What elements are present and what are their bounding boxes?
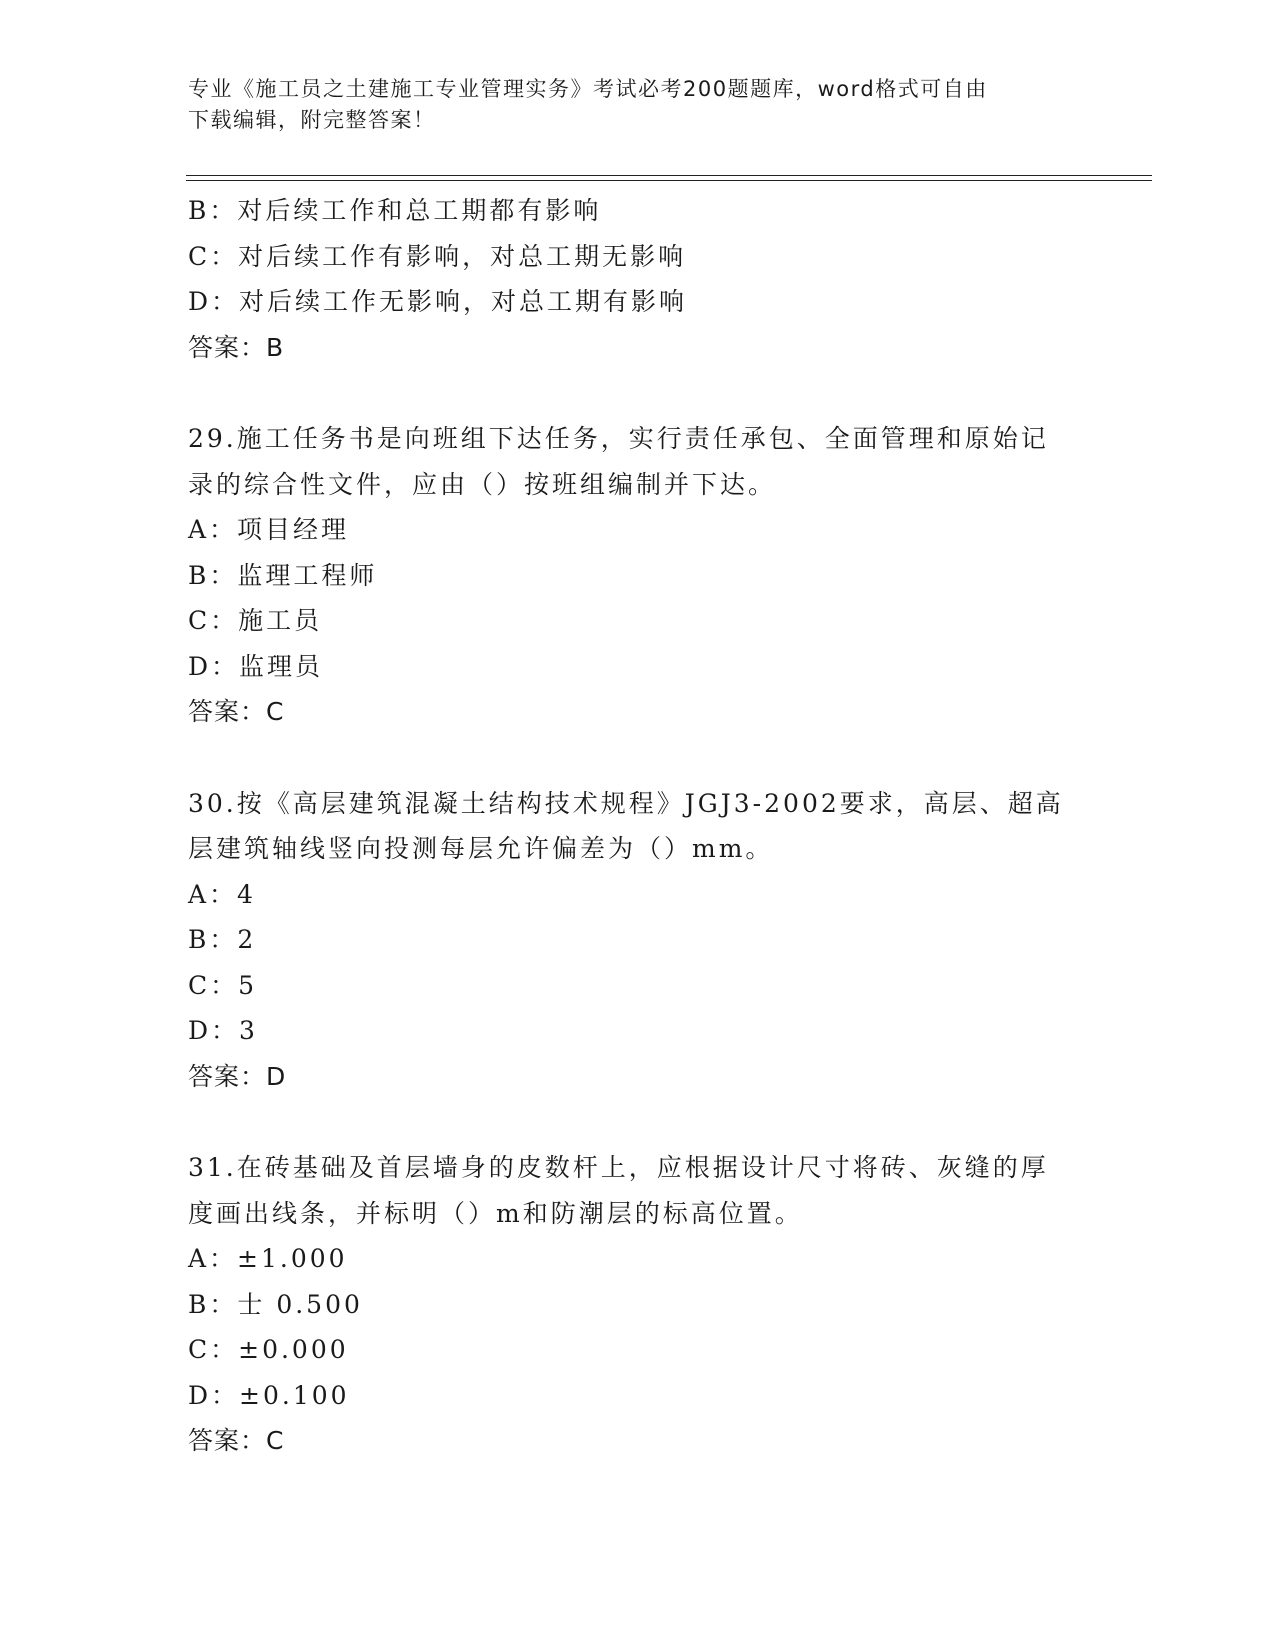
option-c: C：±0.000 <box>188 1335 349 1364</box>
question-block-30 <box>188 781 1088 1100</box>
answer-label: 答案：B <box>188 332 285 362</box>
question-stem-line-1: 29.施工任务书是向班组下达任务，实行责任承包、全面管理和原始记 <box>188 424 1049 453</box>
option-a: A：项目经理 <box>188 515 350 544</box>
question-stem-line-2: 录的综合性文件，应由（）按班组编制并下达。 <box>188 469 777 499</box>
question-stem-line-1: 30.按《高层建筑混凝土结构技术规程》JGJ3-2002要求，高层、超高 <box>188 788 1064 818</box>
option-d: D：±0.100 <box>188 1380 350 1410</box>
option-a: A：4 <box>188 879 256 909</box>
question-stem-line-2: 度画出线条，并标明（）m和防潮层的标高位置。 <box>188 1198 803 1228</box>
question-stem-line-2: 层建筑轴线竖向投测每层允许偏差为（）mm。 <box>188 834 774 863</box>
header-title-line-2: 下载编辑，附完整答案！ <box>188 108 436 132</box>
option-c: C：5 <box>188 970 258 1000</box>
question-block-31 <box>188 1145 1088 1464</box>
option-b: B：士 0.500 <box>188 1289 363 1319</box>
option-a: A：±1.000 <box>188 1244 348 1273</box>
answer-label: 答案：C <box>188 1426 285 1455</box>
answer-label: 答案：D <box>188 1061 287 1091</box>
option-b: B：监理工程师 <box>188 560 378 590</box>
option-d: D：监理员 <box>188 651 324 681</box>
header-rule-bottom <box>186 180 1152 181</box>
option-d: D：3 <box>188 1016 258 1045</box>
question-stem-line-1: 31.在砖基础及首层墙身的皮数杆上，应根据设计尺寸将砖、灰缝的厚 <box>188 1153 1049 1182</box>
answer-label: 答案：C <box>188 697 285 726</box>
document-header <box>188 74 1068 136</box>
question-block-29 <box>188 416 1088 735</box>
header-title-line-1: 专业《施工员之土建施工专业管理实务》考试必考200题题库，word格式可自由 <box>188 77 988 101</box>
option-b: B：2 <box>188 925 257 954</box>
question-block-28-partial <box>188 188 1088 370</box>
question-content <box>188 188 1088 1464</box>
option-d: D：对后续工作无影响，对总工期有影响 <box>188 287 688 316</box>
option-c: C：对后续工作有影响，对总工期无影响 <box>188 241 687 271</box>
option-b: B：对后续工作和总工期都有影响 <box>188 196 602 225</box>
option-c: C：施工员 <box>188 606 323 635</box>
header-rule-top <box>186 175 1152 176</box>
